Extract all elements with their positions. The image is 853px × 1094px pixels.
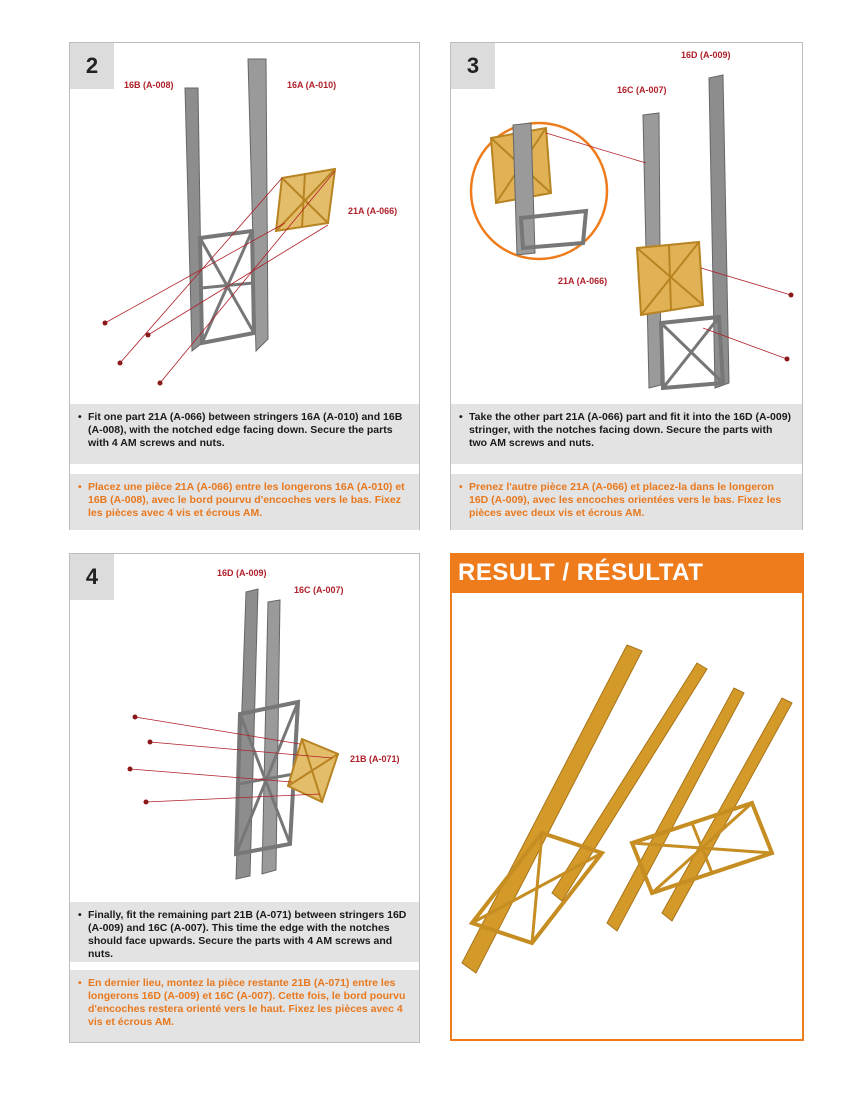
part-label: 16D (A-009) bbox=[217, 568, 267, 578]
result-title: RESULT / RÉSULTAT bbox=[450, 553, 804, 593]
step-2-panel bbox=[69, 42, 420, 530]
part-label: 16B (A-008) bbox=[124, 80, 174, 90]
instruction-en: • Take the other part 21A (A-066) part and fit it into the 16D (A-009) stringer, with the notches facing down. Secure the parts with two AM screws and nuts. bbox=[451, 404, 802, 464]
step-number: 2 bbox=[70, 43, 114, 89]
part-label: 16C (A-007) bbox=[617, 85, 667, 95]
step-3-illustration bbox=[451, 43, 802, 403]
result-illustration bbox=[452, 593, 802, 1033]
step-3-panel bbox=[450, 42, 803, 530]
instruction-en: • Fit one part 21A (A-066) between stringers 16A (A-010) and 16B (A-008), with the notched edge facing down. Secure the parts with 4 AM screws and nuts. bbox=[70, 404, 419, 464]
part-label: 16C (A-007) bbox=[294, 585, 344, 595]
part-label: 21B (A-071) bbox=[350, 754, 400, 764]
step-number: 4 bbox=[70, 554, 114, 600]
step-4-panel bbox=[69, 553, 420, 1043]
part-label: 16D (A-009) bbox=[681, 50, 731, 60]
result-panel bbox=[450, 593, 804, 1041]
instruction-fr: • En dernier lieu, montez la pièce restante 21B (A-071) entre les longerons 16D (A-009) et 16C (A-007). Cette fois, le bord pourvu d'encoches restera orienté vers le haut. Fixez les pièces avec 4 vis et écrous AM. bbox=[70, 970, 419, 1042]
part-label: 16A (A-010) bbox=[287, 80, 337, 90]
instruction-fr: • Placez une pièce 21A (A-066) entre les longerons 16A (A-010) et 16B (A-008), avec le bord pourvu d'encoches vers le bas. Fixez les pièces avec 4 vis et écrous AM. bbox=[70, 474, 419, 530]
part-label: 21A (A-066) bbox=[348, 206, 398, 216]
part-label: 21A (A-066) bbox=[558, 276, 608, 286]
instruction-fr: • Prenez l'autre pièce 21A (A-066) et placez-la dans le longeron 16D (A-009), avec les encoches orientées vers le bas. Fixez les pièces avec deux vis et écrous AM. bbox=[451, 474, 802, 530]
step-number: 3 bbox=[451, 43, 495, 89]
step-4-illustration bbox=[70, 554, 419, 899]
instruction-en: • Finally, fit the remaining part 21B (A-071) between stringers 16D (A-009) and 16C (A-007). This time the edge with the notches should face upwards. Secure the parts with 4 AM screws and nuts. bbox=[70, 902, 419, 962]
step-2-illustration bbox=[70, 43, 419, 403]
